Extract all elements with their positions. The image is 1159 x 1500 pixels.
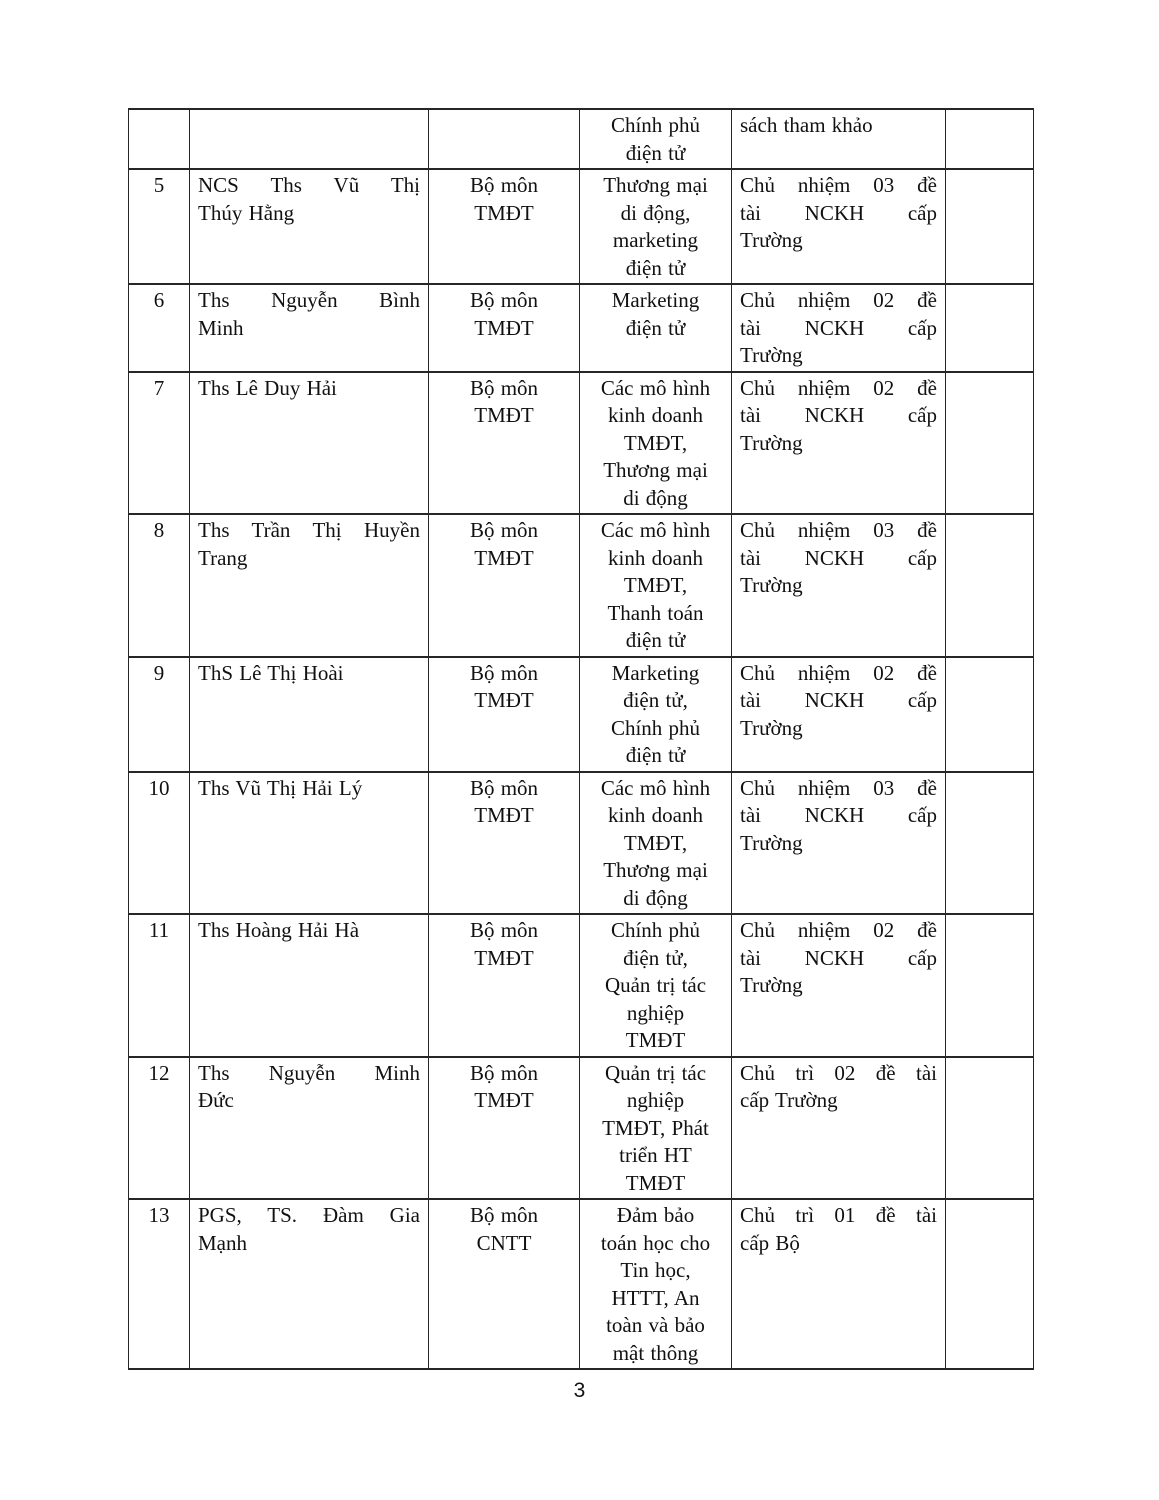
cell-dept (429, 514, 580, 657)
text-line: Thanh toán (607, 600, 704, 625)
cell-dept (429, 284, 580, 372)
cell-stt: 7 (129, 372, 190, 515)
cell-areas (580, 1057, 732, 1200)
table-row (129, 772, 1034, 915)
text-line: tài NCKH cấp (740, 545, 937, 570)
text-line: Trường (740, 228, 803, 252)
cell-extra (946, 772, 1034, 915)
text-line: tài NCKH cấp (740, 688, 937, 712)
faculty-research-table (128, 108, 1034, 1370)
cell-name (190, 772, 429, 915)
text-line: di động (623, 885, 688, 910)
cell-areas (580, 914, 732, 1057)
cell-achievements (732, 372, 946, 515)
text-line: Marketing (611, 288, 700, 312)
text-line: kinh doanh (608, 803, 703, 827)
text-line: Ths Lê Duy Hải (198, 375, 337, 400)
cell-stt: 9 (129, 657, 190, 772)
text-line: Bộ môn (469, 288, 539, 312)
text-line: CNTT (476, 1230, 532, 1255)
table-row (129, 284, 1034, 372)
text-line: TMĐT, (623, 573, 688, 597)
cell-name (190, 372, 429, 515)
text-line: điện tử, (623, 688, 688, 712)
cell-areas (580, 772, 732, 915)
text-line: Trường (740, 830, 803, 855)
text-line: Bộ môn (469, 173, 539, 197)
text-line: tài NCKH cấp (740, 403, 937, 427)
cell-name (190, 1057, 429, 1200)
text-line: Thương mại (603, 858, 708, 882)
cell-name (190, 657, 429, 772)
text-line: NCS Ths Vũ Thị (198, 173, 420, 197)
cell-dept (429, 914, 580, 1057)
text-line: Chủ nhiệm 02 đề (740, 660, 937, 685)
text-line: kinh doanh (608, 545, 703, 570)
text-line: Bộ môn (469, 1203, 539, 1227)
cell-stt: 10 (129, 772, 190, 915)
text-line: TMĐT, (623, 430, 688, 455)
cell-areas (580, 284, 732, 372)
text-line: Mạnh (198, 1230, 247, 1255)
text-line: toán học cho (600, 1230, 711, 1255)
text-line: điện tử (625, 743, 686, 767)
text-line: Bộ môn (469, 1060, 539, 1085)
table-row (129, 514, 1034, 657)
text-line: Chính phủ (610, 113, 701, 137)
text-line: cấp Trường (740, 1088, 838, 1112)
cell-stt: 13 (129, 1199, 190, 1369)
text-line: tài NCKH cấp (740, 803, 937, 827)
cell-dept (429, 772, 580, 915)
text-line: kinh doanh (608, 403, 703, 427)
text-line: di động (623, 485, 688, 510)
text-line: nghiệp (626, 1088, 685, 1112)
cell-extra (946, 914, 1034, 1057)
text-line: Chủ nhiệm 02 đề (740, 288, 937, 312)
cell-name (190, 169, 429, 284)
cell-name (190, 284, 429, 372)
text-line: Quản trị tác (604, 1060, 707, 1085)
text-line: Chủ nhiệm 03 đề (740, 518, 937, 542)
text-line: TMĐT (625, 1028, 686, 1052)
text-line: Trường (740, 430, 803, 455)
cell-achievements (732, 657, 946, 772)
table-row (129, 914, 1034, 1057)
text-line: Bộ môn (469, 918, 539, 942)
text-line: Trang (198, 545, 248, 570)
text-line: TMĐT (474, 803, 534, 827)
text-line: điện tử (625, 315, 686, 340)
cell-achievements (732, 1057, 946, 1200)
cell-stt: 6 (129, 284, 190, 372)
cell-extra (946, 284, 1034, 372)
cell-name (190, 1199, 429, 1369)
text-line: marketing (612, 228, 699, 252)
cell-extra (946, 169, 1034, 284)
text-line: Các mô hình (600, 518, 711, 542)
text-line: TMĐT (474, 945, 534, 970)
text-line: Chủ nhiệm 02 đề (740, 918, 937, 942)
cell-achievements (732, 772, 946, 915)
cell-dept (429, 372, 580, 515)
text-line: TMĐT, (623, 830, 688, 855)
text-line: Đức (198, 1088, 234, 1112)
cell-stt: 8 (129, 514, 190, 657)
text-line: TMĐT (474, 403, 534, 427)
cell-dept (429, 657, 580, 772)
cell-extra (946, 514, 1034, 657)
text-line: ThS Lê Thị Hoài (198, 660, 344, 685)
text-line: tài NCKH cấp (740, 315, 937, 340)
text-line: Thương mại (603, 458, 708, 482)
text-line: sách tham khảo (740, 113, 873, 137)
text-line: toàn và bảo (606, 1313, 705, 1337)
text-line: Bộ môn (469, 660, 539, 685)
text-line: Ths Nguyễn Bình (198, 288, 420, 312)
table-row (129, 1199, 1034, 1369)
text-line: TMĐT (625, 1170, 686, 1195)
table-row (129, 169, 1034, 284)
cell-areas (580, 109, 732, 169)
cell-extra (946, 657, 1034, 772)
text-line: Thương mại (603, 173, 708, 197)
text-line: di động, (620, 200, 691, 225)
cell-extra (946, 1199, 1034, 1369)
cell-areas (580, 1199, 732, 1369)
text-line: điện tử (625, 140, 686, 165)
text-line: TMĐT (474, 688, 534, 712)
cell-dept (429, 109, 580, 169)
text-line: Ths Vũ Thị Hải Lý (198, 775, 363, 800)
text-line: Chủ nhiệm 03 đề (740, 173, 937, 197)
text-line: Ths Hoàng Hải Hà (198, 918, 360, 942)
table-row (129, 372, 1034, 515)
text-line: Ths Nguyễn Minh (198, 1060, 420, 1085)
text-line: TMĐT (474, 200, 534, 225)
table-row (129, 1057, 1034, 1200)
text-line: Thúy Hằng (198, 200, 295, 225)
text-line: Bộ môn (469, 375, 539, 400)
text-line: tài NCKH cấp (740, 200, 937, 225)
text-line: PGS, TS. Đàm Gia (198, 1203, 420, 1227)
cell-stt (129, 109, 190, 169)
table-row (129, 657, 1034, 772)
page-number: 3 (573, 1379, 586, 1402)
text-line: Chính phủ (610, 918, 701, 942)
text-line: Các mô hình (600, 375, 711, 400)
text-line: Bộ môn (469, 518, 539, 542)
text-line: Bộ môn (469, 775, 539, 800)
cell-achievements (732, 109, 946, 169)
cell-areas (580, 514, 732, 657)
text-line: triển HT (619, 1143, 692, 1167)
text-line: Chủ trì 02 đề tài (740, 1060, 937, 1085)
cell-dept (429, 1199, 580, 1369)
text-line: Chủ nhiệm 03 đề (740, 775, 937, 800)
text-line: TMĐT, Phát (602, 1115, 709, 1140)
cell-achievements (732, 514, 946, 657)
text-line: điện tử, (623, 945, 688, 970)
cell-name (190, 914, 429, 1057)
cell-achievements (732, 914, 946, 1057)
cell-stt: 11 (129, 914, 190, 1057)
text-line: điện tử (625, 628, 686, 652)
text-line: HTTT, An (611, 1285, 700, 1310)
cell-stt: 12 (129, 1057, 190, 1200)
text-line: cấp Bộ (740, 1230, 800, 1255)
text-line: Trường (740, 573, 803, 597)
text-line: Chính phủ (610, 715, 701, 740)
text-line: Chủ trì 01 đề tài (740, 1203, 937, 1227)
text-line: Marketing (611, 660, 700, 685)
text-line: TMĐT (474, 315, 534, 340)
text-line: tài NCKH cấp (740, 945, 937, 970)
cell-extra (946, 372, 1034, 515)
text-line: Trường (740, 343, 803, 367)
text-line: Ths Trần Thị Huyền (198, 518, 420, 542)
cell-name (190, 109, 429, 169)
text-line: TMĐT (474, 545, 534, 570)
text-line: Minh (198, 315, 244, 340)
text-line: Trường (740, 973, 803, 997)
cell-dept (429, 1057, 580, 1200)
cell-areas (580, 657, 732, 772)
text-line: Quản trị tác (604, 973, 707, 997)
cell-areas (580, 169, 732, 284)
text-line: Tin học, (620, 1258, 691, 1282)
text-line: Chủ nhiệm 02 đề (740, 375, 937, 400)
table-row (129, 109, 1034, 169)
cell-name (190, 514, 429, 657)
cell-achievements (732, 284, 946, 372)
text-line: Các mô hình (600, 775, 711, 800)
text-line: điện tử (625, 255, 686, 280)
text-line: Đảm bảo (616, 1203, 695, 1227)
cell-areas (580, 372, 732, 515)
text-line: Trường (740, 715, 803, 740)
text-line: mật thông (612, 1340, 699, 1365)
cell-achievements (732, 169, 946, 284)
text-line: TMĐT (474, 1088, 534, 1112)
cell-achievements (732, 1199, 946, 1369)
cell-extra (946, 109, 1034, 169)
cell-extra (946, 1057, 1034, 1200)
cell-dept (429, 169, 580, 284)
cell-stt: 5 (129, 169, 190, 284)
text-line: nghiệp (626, 1000, 685, 1025)
